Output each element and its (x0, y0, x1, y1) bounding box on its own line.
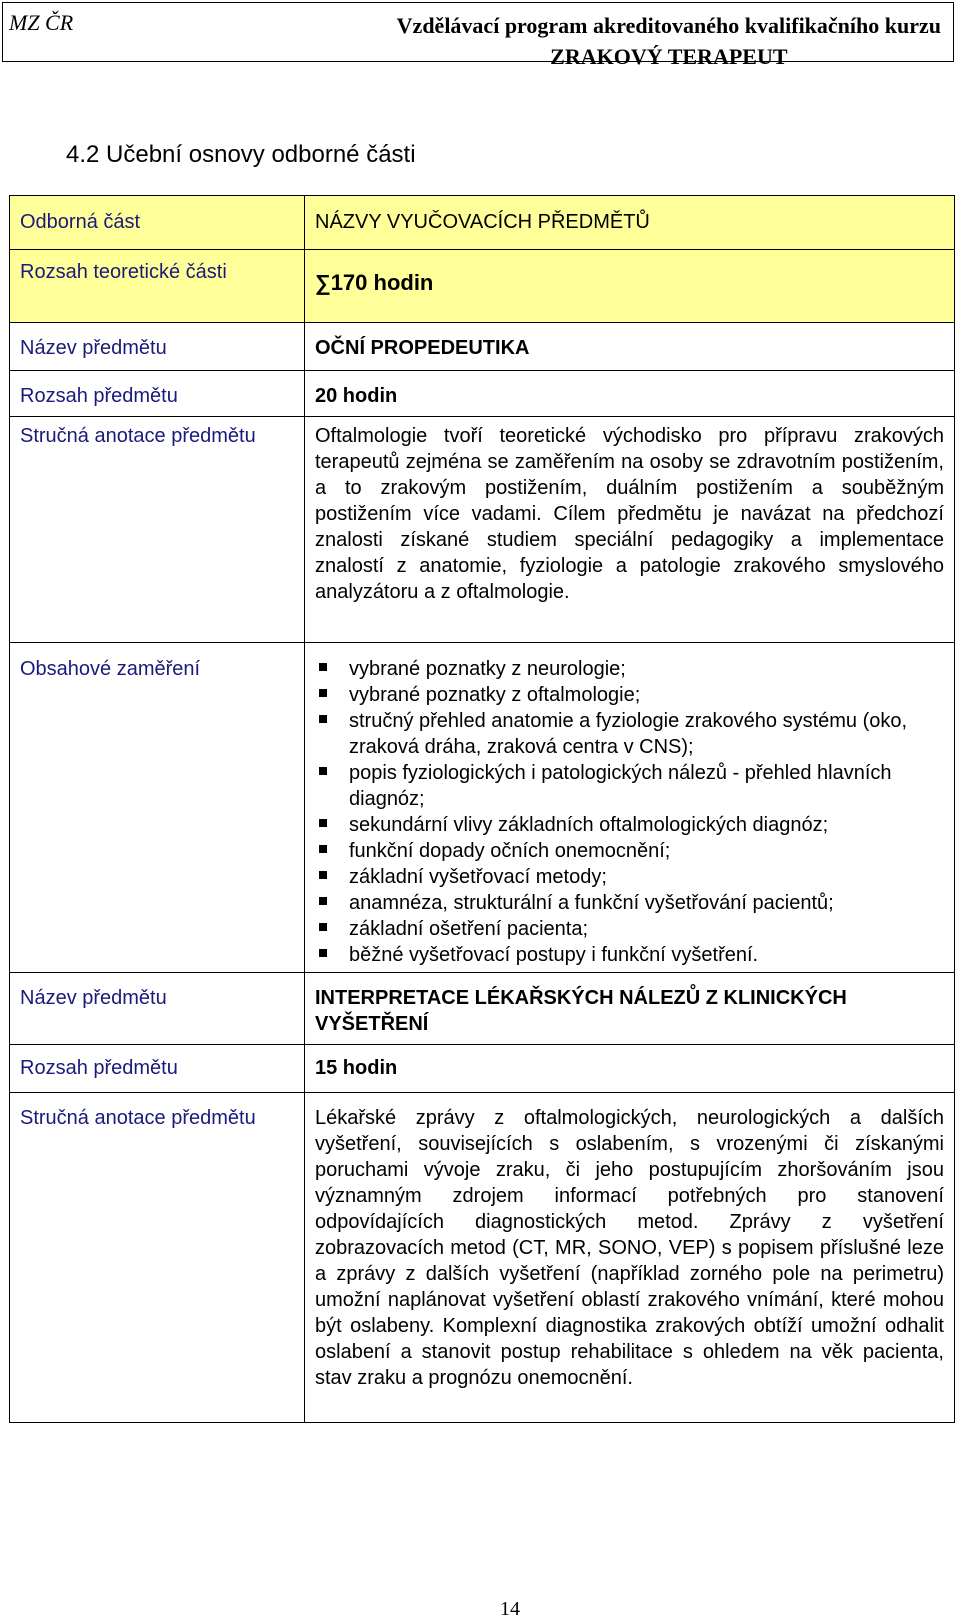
bullet-icon (319, 845, 327, 853)
list-item: základní ošetření pacienta; (315, 916, 944, 942)
bullet-icon (319, 715, 327, 723)
subjects-heading: NÁZVY VYUČOVACÍCH PŘEDMĚTŮ (315, 211, 650, 233)
list-item: funkční dopady očních onemocnění; (315, 838, 944, 864)
total-hours: 170 hodin (330, 270, 434, 295)
subject-content (305, 643, 955, 973)
row-label: Rozsah předmětu (10, 371, 305, 417)
row-label: Stručná anotace předmětu (10, 417, 305, 643)
subject-range: 20 hodin (305, 371, 955, 417)
header-ministry: MZ ČR (9, 10, 74, 35)
table-row (10, 323, 955, 371)
row-label: Rozsah teoretické části (10, 250, 305, 323)
content-list (315, 656, 944, 968)
bullet-icon (319, 897, 327, 905)
list-item: vybrané poznatky z oftalmologie; (315, 682, 944, 708)
bullet-icon (319, 923, 327, 931)
bullet-icon (319, 871, 327, 879)
subject-annotation: Lékařské zprávy z oftalmologických, neurologických a dalších vyšetření, souvisejících s oslabením, s vrozenými či získanými poruchami vývoje zraku, či jeho postupujícím zhoršováním jsou významným zdrojem informací potřebných pro stanovení odpovídajících diagnostických metod. Zprávy z vyšetření zobrazovacích metod (CT, MR, SONO, VEP) s popisem příslušné leze a zprávy z dalších vyšetření (například zorného pole na perimetru) umožní naplánovat vyšetření oblastí zrakového vnímání, které mohou být oslabeny. Komplexní diagnostika zrakových obtíží umožní odhalit oslabení a stanovit postup rehabilitace s ohledem na věk pacienta, stav zraku a prognózu onemocnění. (305, 1093, 955, 1423)
subject-name: INTERPRETACE LÉKAŘSKÝCH NÁLEZŮ Z KLINICKÝCH VYŠETŘENÍ (305, 973, 955, 1045)
sum-icon: ∑ (315, 270, 331, 295)
list-item: stručný přehled anatomie a fyziologie zrakového systému (oko, zraková dráha, zraková centra v CNS); (315, 708, 944, 760)
table-row (10, 250, 955, 323)
bullet-icon (319, 819, 327, 827)
header-program-line2: ZRAKOVÝ TERAPEUT (550, 44, 788, 69)
page-number: 14 (500, 1598, 520, 1620)
list-item: základní vyšetřovací metody; (315, 864, 944, 890)
row-label: Název předmětu (10, 323, 305, 371)
header-program-line1: Vzdělávací program akreditovaného kvalifikačního kurzu (396, 13, 941, 38)
subject-annotation: Oftalmologie tvoří teoretické východisko pro přípravu zrakových terapeutů zejména se zaměřením na osoby se zdravotním postižením, a to zrakovým postižením, duálním postižením a souběžným postižením více vadami. Cílem předmětu je navázat na předchozí znalosti získané studiem speciální pedagogiky a implementace znalostí z anatomie, fyziologie a patologie zrakového smyslového analyzátoru a z oftalmologie. (305, 417, 955, 643)
syllabus-table (9, 195, 955, 1423)
table-row (10, 371, 955, 417)
table-row (10, 1045, 955, 1093)
row-value (305, 196, 955, 250)
header-program (397, 10, 941, 72)
page-header (2, 2, 954, 69)
bullet-icon (319, 949, 327, 957)
table-row (10, 196, 955, 250)
table-row (10, 973, 955, 1045)
subject-range: 15 hodin (305, 1045, 955, 1093)
bullet-icon (319, 767, 327, 775)
list-item: vybrané poznatky z neurologie; (315, 656, 944, 682)
table-row (10, 417, 955, 643)
list-item: běžné vyšetřovací postupy i funkční vyšetření. (315, 942, 944, 968)
row-value (305, 250, 955, 323)
row-label: Stručná anotace předmětu (10, 1093, 305, 1423)
list-item: popis fyziologických i patologických nálezů - přehled hlavních diagnóz; (315, 760, 944, 812)
bullet-icon (319, 689, 327, 697)
row-label: Odborná část (10, 196, 305, 250)
row-label: Obsahové zaměření (10, 643, 305, 973)
row-label: Název předmětu (10, 973, 305, 1045)
list-item: anamnéza, strukturální a funkční vyšetřování pacientů; (315, 890, 944, 916)
bullet-icon (319, 663, 327, 671)
subject-name: OČNÍ PROPEDEUTIKA (305, 323, 955, 371)
row-label: Rozsah předmětu (10, 1045, 305, 1093)
table-row (10, 1093, 955, 1423)
list-item: sekundární vlivy základních oftalmologických diagnóz; (315, 812, 944, 838)
table-row (10, 643, 955, 973)
section-title: 4.2 Učební osnovy odborné části (66, 141, 416, 168)
